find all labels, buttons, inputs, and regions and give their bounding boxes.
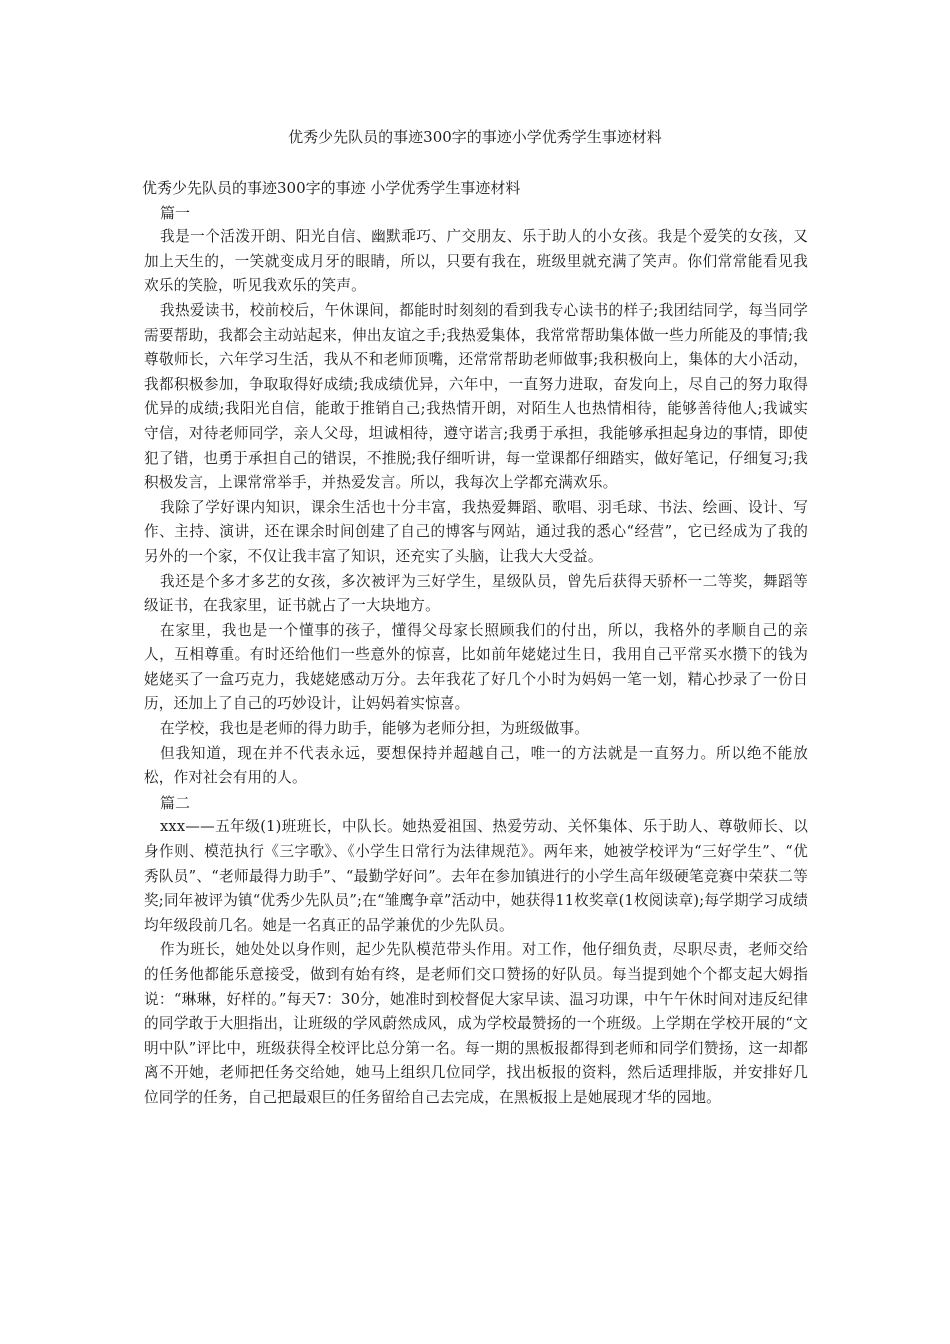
paragraph: 我除了学好课内知识，课余生活也十分丰富，我热爱舞蹈、歌唱、羽毛球、书法、绘画、设计、写作、主持、演讲，还在课余时间创建了自己的博客与网站，通过我的悉心“经营”，它已经成为了我的另外的一个家，不仅让我丰富了知识，还充实了头脑，让我大大受益。	[144, 498, 808, 565]
paragraph: xxx——五年级(1)班班长，中队长。她热爱祖国、热爱劳动、关怀集体、乐于助人、尊敬师长、以身作则、模范执行《三字歌》、《小学生日常行为法律规范》。两年来，她被学校评为“三好学生”、“优秀队员”、“老师最得力助手”、“最勤学好问”。去年在参加镇进行的小学生高年级硬笔竞赛中荣获二等奖;同年被评为镇“优秀少先队员”;在“雏鹰争章”活动中，她获得11枚奖章(1枚阅读章);每学期学习成绩均年级段前几名。她是一名真正的品学兼优的少先队员。	[144, 818, 808, 934]
section-heading-part1: 篇一	[160, 203, 191, 222]
paragraph: 我热爱读书，校前校后，午休课间，都能时时刻刻的看到我专心读书的样子;我团结同学，每当同学需要帮助，我都会主动站起来，伸出友谊之手;我热爱集体，我常常帮助集体做一些力所能及的事情;我尊敬师长，六年学习生活，我从不和老师顶嘴，还常常帮助老师做事;我积极向上，集体的大小活动，我都积极参加，争取取得好成绩;我成绩优异，六年中，一直努力进取，奋发向上，尽自己的努力取得优异的成绩;我阳光自信，能敢于推销自己;我热情开朗，对陌生人也热情相待，能够善待他人;我诚实守信，对待老师同学，亲人父母，坦诚相待，遵守诺言;我勇于承担，我能够承担起身边的事情，即使犯了错，也勇于承担自己的错误，不推脱;我仔细听讲，每一堂课都仔细踏实，做好笔记，仔细复习;我积极发言，上课常常举手，并热爱发言。所以，我每次上学都充满欢乐。	[144, 301, 808, 492]
paragraph: 我还是个多才多艺的女孩，多次被评为三好学生，星级队员，曾先后获得天骄杯一二等奖，舞蹈等级证书，在我家里，证书就占了一大块地方。	[144, 572, 808, 615]
paragraph: 但我知道，现在并不代表永远，要想保持并超越自己，唯一的方法就是一直努力。所以绝不能放松，作对社会有用的人。	[144, 744, 808, 787]
section-heading-part2: 篇二	[160, 793, 191, 812]
document-title: 优秀少先队员的事迹300字的事迹小学优秀学生事迹材料	[288, 128, 662, 146]
document-body	[144, 176, 808, 1111]
paragraph: 作为班长，她处处以身作则，起少先队模范带头作用。对工作，他仔细负责，尽职尽责，老师交给的任务他都能乐意接受，做到有始有终，是老师们交口赞扬的好队员。每当提到她个个都支起大姆指说：“琳琳，好样的。”每天7：30分，她准时到校督促大家早读、温习功课，中午午休时间对违反纪律的同学敢于大胆指出，让班级的学风蔚然成风，成为学校最赞扬的一个班级。上学期在学校开展的“文明中队”评比中，班级获得全校评比总分第一名。每一期的黑板报都得到老师和同学们赞扬，这一却都离不开她，老师把任务交给她，她马上组织几位同学，找出板报的资料，然后适理排版，并安排好几位同学的任务，自己把最艰巨的任务留给自己去完成，在黑板报上是她展现才华的园地。	[144, 941, 808, 1106]
paragraph: 在学校，我也是老师的得力助手，能够为老师分担，为班级做事。	[160, 720, 590, 738]
paragraph: 在家里，我也是一个懂事的孩子，懂得父母家长照顾我们的付出，所以，我格外的孝顺自己的亲人，互相尊重。有时还给他们一些意外的惊喜，比如前年姥姥过生日，我用自己平常买水攒下的钱为姥姥买了一盒巧克力，我姥姥感动万分。去年我花了好几个小时为妈妈一笔一划，精心抄录了一份日历，还加上了自己的巧妙设计，让妈妈着实惊喜。	[144, 621, 808, 713]
paragraph: 我是一个活泼开朗、阳光自信、幽默乖巧、广交朋友、乐于助人的小女孩。我是个爱笑的女孩，又加上天生的，一笑就变成月牙的眼睛，所以，只要有我在，班级里就充满了笑声。你们常常能看见我欢乐的笑脸，听见我欢乐的笑声。	[144, 228, 808, 295]
document-subtitle: 优秀少先队员的事迹300字的事迹 小学优秀学生事迹材料	[142, 179, 521, 197]
